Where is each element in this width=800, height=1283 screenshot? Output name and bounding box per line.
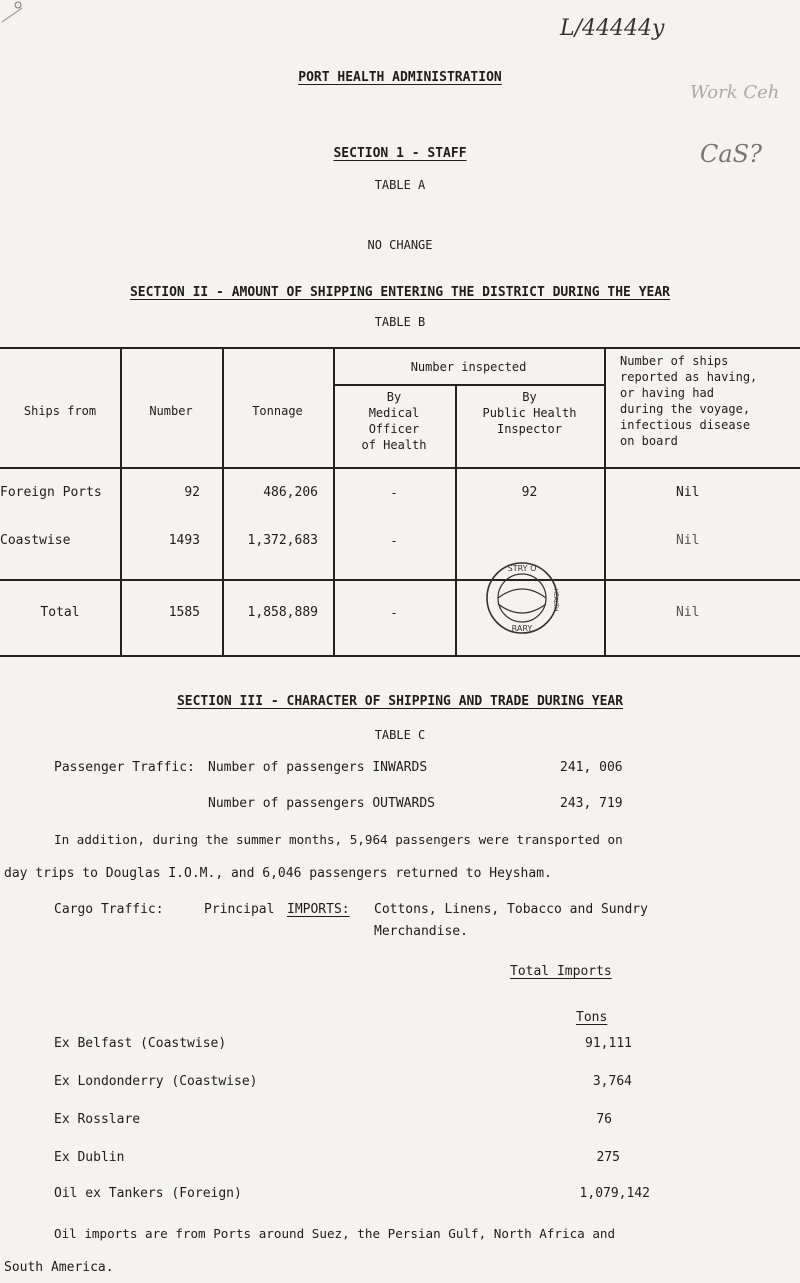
table-a-label: TABLE A	[374, 178, 426, 192]
import-londonderry-value: 3,764	[592, 1074, 632, 1089]
no-change-text: NO CHANGE	[367, 238, 433, 252]
import-rosslare-label: Ex Rosslare	[54, 1112, 141, 1127]
row-coastwise-number: 1493	[168, 533, 200, 548]
section-2-heading: SECTION II - AMOUNT OF SHIPPING ENTERING THE DISTRICT DURING THE YEAR	[129, 285, 671, 300]
handwritten-circled-ref: CaS?	[700, 140, 762, 168]
cargo-traffic-label: Cargo Traffic:	[54, 902, 164, 917]
table-b-label: TABLE B	[374, 315, 426, 329]
header-tonnage: Tonnage	[252, 404, 303, 418]
total-imports-heading: Total Imports	[510, 964, 612, 979]
total-label: Total	[40, 605, 80, 620]
import-londonderry-label: Ex Londonderry (Coastwise)	[54, 1074, 258, 1089]
total-number: 1585	[168, 605, 200, 620]
passengers-outwards-label: Number of passengers OUTWARDS	[208, 796, 435, 811]
row-coastwise-label: Coastwise	[0, 533, 71, 548]
import-rosslare-value: 76	[596, 1112, 612, 1127]
cargo-line-2: Merchandise.	[374, 924, 468, 939]
header-ships-from: Ships from	[23, 404, 97, 418]
corner-pencil-mark	[0, 0, 40, 30]
section-3-heading: SECTION III - CHARACTER OF SHIPPING AND TRADE DURING YEAR	[176, 694, 624, 709]
header-number-inspected: Number inspected	[410, 360, 527, 374]
import-belfast-label: Ex Belfast (Coastwise)	[54, 1036, 227, 1051]
row-foreign-ports-tonnage: 486,206	[263, 485, 318, 500]
import-oil-tankers-value: 1,079,142	[579, 1186, 650, 1201]
cargo-imports-label: IMPORTS:	[287, 902, 350, 917]
summer-paragraph-line-2: day trips to Douglas I.O.M., and 6,046 passengers returned to Heysham.	[4, 866, 552, 881]
header-number: Number	[149, 404, 193, 418]
passengers-inwards-value: 241, 006	[560, 760, 623, 775]
total-reported: Nil	[676, 605, 700, 620]
import-dublin-label: Ex Dublin	[54, 1150, 125, 1165]
document-title: PORT HEALTH ADMINISTRATION	[298, 70, 502, 85]
header-by-public-health-inspector: By Public Health Inspector	[482, 390, 577, 436]
row-coastwise-medical: -	[390, 534, 398, 548]
section-1-heading: SECTION 1 - STAFF	[333, 146, 467, 161]
handwritten-faded-note: Work Ceh	[690, 82, 780, 103]
row-foreign-ports-label: Foreign Ports	[0, 485, 102, 500]
row-foreign-ports-number: 92	[184, 485, 200, 500]
header-by-medical-officer: By Medical Officer of Health	[361, 390, 427, 452]
row-foreign-ports-reported: Nil	[676, 485, 700, 500]
table-b	[0, 347, 800, 659]
oil-paragraph-line-1: Oil imports are from Ports around Suez, the Persian Gulf, North Africa and	[54, 1226, 616, 1241]
tons-heading: Tons	[576, 1010, 608, 1025]
oil-paragraph-line-2: South America.	[4, 1260, 114, 1275]
total-tonnage: 1,858,889	[247, 605, 318, 620]
table-c-label: TABLE C	[374, 728, 426, 742]
header-ships-reported-infectious: Number of ships reported as having, or having had during the voyage, infectious disease on board	[620, 354, 758, 448]
passengers-inwards-label: Number of passengers INWARDS	[208, 760, 428, 775]
total-medical: -	[390, 606, 398, 620]
import-oil-tankers-label: Oil ex Tankers (Foreign)	[54, 1186, 242, 1201]
row-coastwise-reported: Nil	[676, 533, 700, 548]
stamp-bottom-text: RARY	[511, 624, 533, 633]
stamp-side-text: HEALTH	[552, 588, 559, 612]
cargo-line-1: Cottons, Linens, Tobacco and Sundry	[374, 902, 648, 917]
row-foreign-ports-medical: -	[390, 486, 398, 500]
summer-paragraph-line-1: In addition, during the summer months, 5,964 passengers were transported on	[54, 832, 623, 847]
row-foreign-ports-public: 92	[521, 485, 538, 500]
library-stamp-icon	[484, 560, 560, 636]
handwritten-top-right: L/44444y	[560, 16, 665, 41]
cargo-principal-label: Principal	[204, 902, 275, 917]
stamp-top-text: STRY O	[507, 564, 537, 573]
passengers-outwards-value: 243, 719	[560, 796, 623, 811]
import-dublin-value: 275	[596, 1150, 620, 1165]
passenger-traffic-label: Passenger Traffic:	[54, 760, 195, 775]
row-coastwise-tonnage: 1,372,683	[247, 533, 318, 548]
import-belfast-value: 91,111	[585, 1036, 632, 1051]
